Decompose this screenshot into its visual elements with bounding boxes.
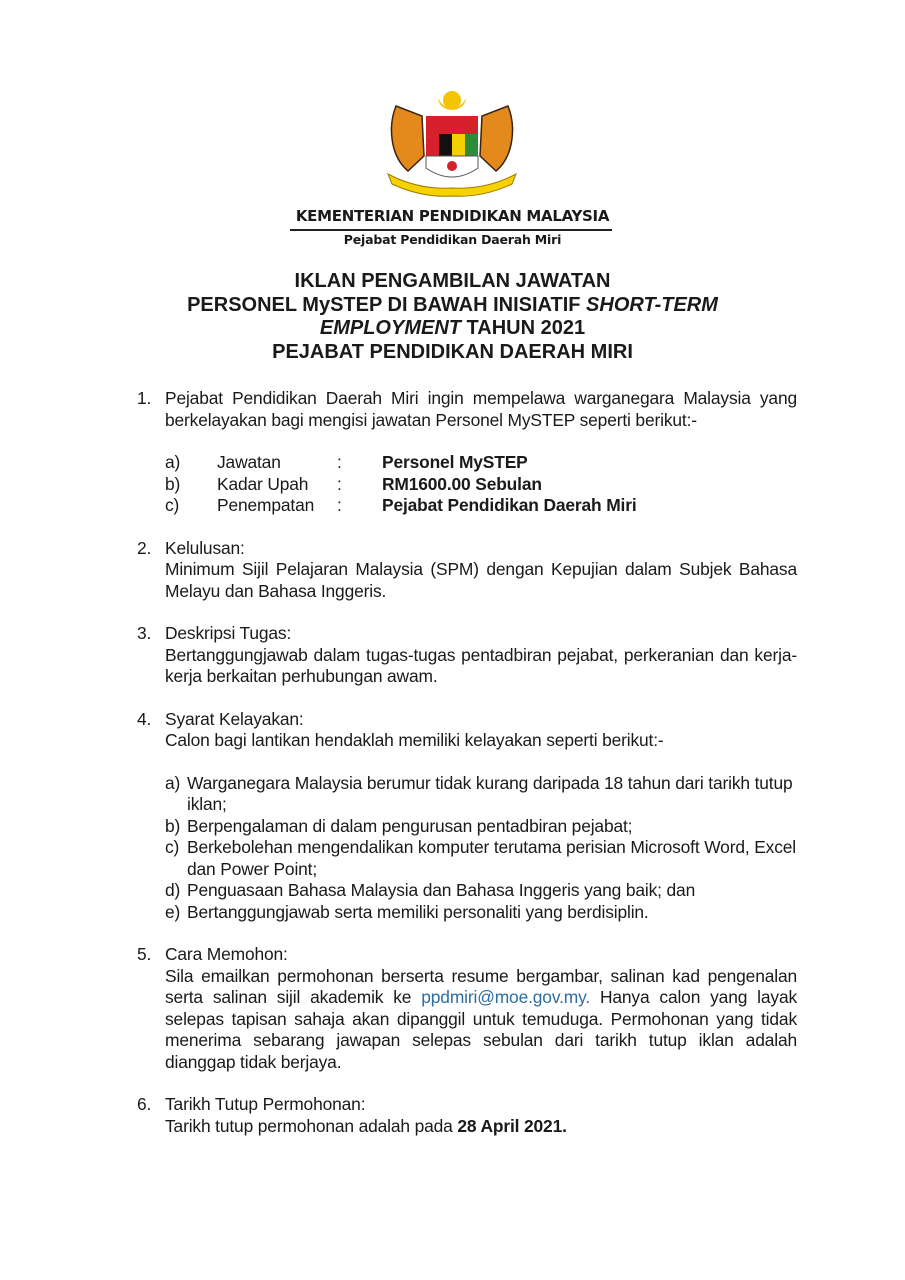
requirements-list [165,773,797,924]
item-separator: : [337,495,342,515]
item-text: Bertanggungjawab serta memiliki personaliti yang berdisiplin. [187,901,649,922]
item-label: Jawatan [217,452,281,472]
closing-date: 28 April 2021. [457,1115,567,1136]
document-title [0,270,905,364]
section-text: Calon bagi lantikan hendaklah memiliki kelayakan seperti berikut:- [165,730,664,750]
section-text: Pejabat Pendidikan Daerah Miri ingin mempelawa warganegara Malaysia yang berkelayakan bagi mengisi jawatan Personel MySTEP seperti berikut:- [165,388,797,430]
closing-text: Tarikh tutup permohonan adalah pada [165,1115,458,1136]
section-heading: Syarat Kelayakan: [165,708,304,729]
malaysia-coat-of-arms-logo [378,86,526,198]
section-heading: Deskripsi Tugas: [165,623,292,643]
item-text: Penguasaan Bahasa Malaysia dan Bahasa Inggeris yang baik; dan [187,880,696,900]
title-line-2 [0,294,905,318]
title-line-1: IKLAN PENGAMBILAN JAWATAN [294,270,611,292]
item-letter: d) [165,880,181,900]
email-link[interactable]: ppdmiri@moe.gov.my. [421,987,591,1007]
item-letter: c) [165,495,180,515]
text-before-email: Sila emailkan permohonan berserta resume bergambar, salinan kad pengenalan serta salinan sijil akademik ke [165,965,797,1007]
section-2 [137,538,797,603]
title-italic-text: EMPLOYMENT [319,317,461,339]
list-item [165,773,797,816]
item-letter: b) [165,815,181,836]
item-letter: a) [165,772,181,793]
text-after-email: Hanya calon yang layak selepas tapisan sahaja akan dipanggil untuk temuduga. Permohonan yang tidak menerima sebarang jawapan selepas sebulan dari tarikh tutup iklan adalah dianggap tidak berjaya. [165,987,798,1072]
job-details [165,452,797,517]
section-text [165,966,797,1074]
list-item [165,880,797,902]
item-label: Penempatan [217,495,315,515]
item-separator: : [337,452,342,472]
ministry-name: KEMENTERIAN PENDIDIKAN MALAYSIA [295,207,610,225]
item-text: Warganegara Malaysia berumur tidak kurang daripada 18 tahun dari tarikh tutup iklan; [187,772,793,814]
section-number: 2. [137,537,152,558]
title-line-3 [0,317,905,341]
item-letter: c) [165,837,180,857]
item-label: Kadar Upah [217,473,309,494]
section-number: 4. [137,708,152,729]
item-letter: a) [165,452,181,472]
item-value: RM1600.00 Sebulan [382,473,542,494]
title-line-4: PEJABAT PENDIDIKAN DAERAH MIRI [272,340,633,363]
title-text: PERSONEL MySTEP DI BAWAH INISIATIF [187,293,587,316]
list-item [165,837,797,880]
title-text: TAHUN 2021 [461,317,586,339]
section-text [165,1116,797,1138]
section-5 [137,944,797,1073]
section-text: Bertanggungjawab dalam tugas-tugas pentadbiran pejabat, perkeranian dan kerja-kerja berkaitan perhubungan awam. [165,644,797,686]
section-number: 1. [137,388,152,408]
document-body [137,388,797,1158]
section-1 [137,388,797,517]
section-text: Minimum Sijil Pelajaran Malaysia (SPM) dengan Kepujian dalam Subjek Bahasa Melayu dan Bahasa Inggeris. [165,559,797,601]
item-separator: : [337,473,342,494]
section-heading: Tarikh Tutup Permohonan: [165,1094,366,1114]
item-letter: b) [165,473,181,494]
item-value: Pejabat Pendidikan Daerah Miri [382,495,637,515]
item-value: Personel MySTEP [382,452,528,472]
title-italic-text: SHORT-TERM [586,293,718,316]
list-item [165,902,797,924]
item-text: Berkebolehan mengendalikan komputer terutama perisian Microsoft Word, Excel dan Power Point; [187,837,797,879]
section-4 [137,709,797,924]
section-6 [137,1094,797,1137]
section-number: 6. [137,1094,152,1114]
section-3 [137,623,797,688]
item-text: Berpengalaman di dalam pengurusan pentadbiran pejabat; [187,815,633,836]
section-number: 5. [137,944,152,964]
section-number: 3. [137,623,152,643]
item-letter: e) [165,901,181,922]
section-heading: Cara Memohon: [165,944,288,964]
section-heading: Kelulusan: [165,537,245,558]
list-item [165,816,797,838]
header-divider [290,229,612,231]
office-name: Pejabat Pendidikan Daerah Miri [343,232,562,247]
